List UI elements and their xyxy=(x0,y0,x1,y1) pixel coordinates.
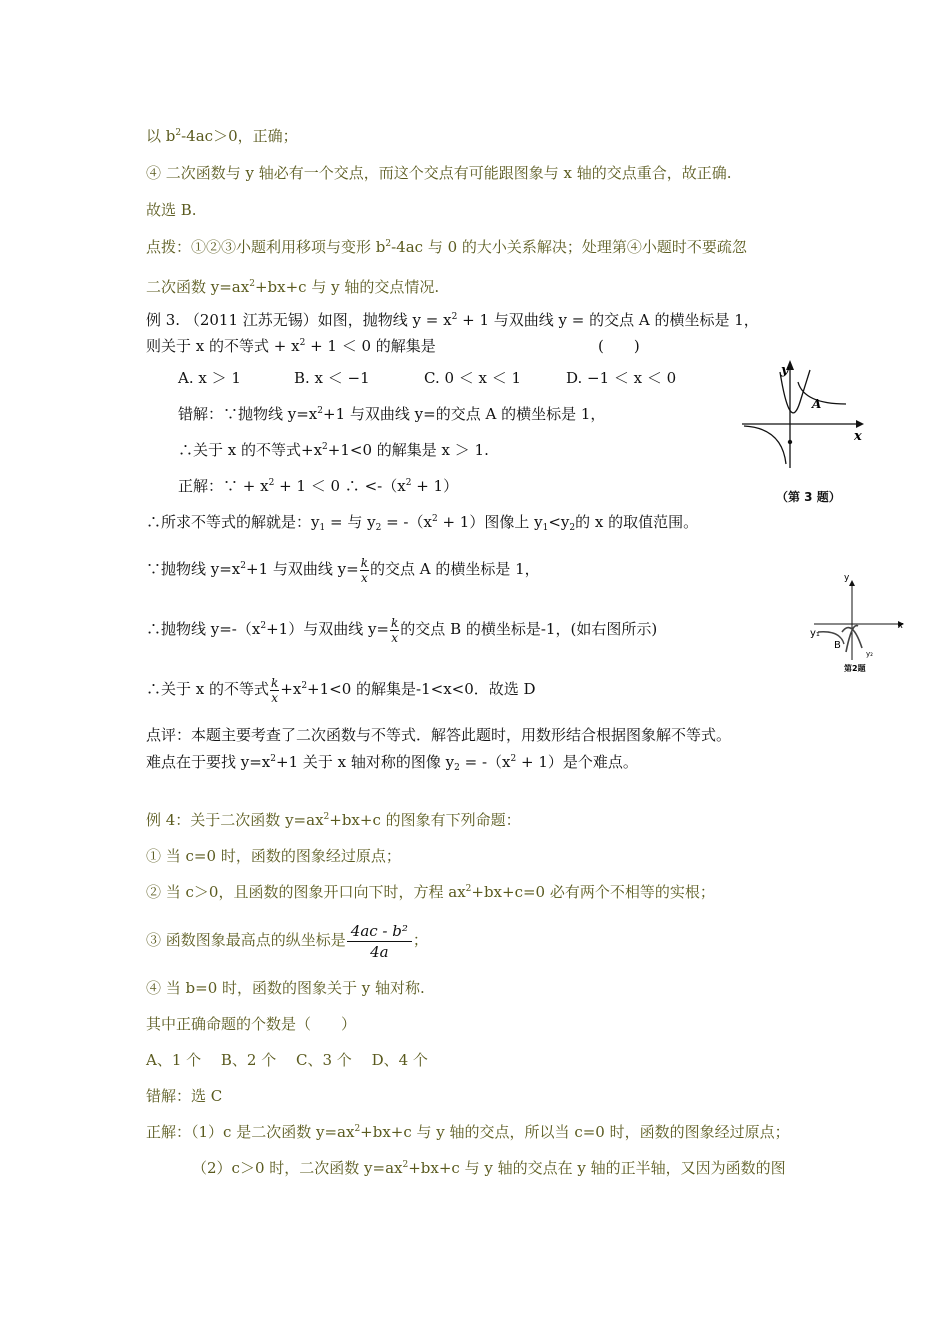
options-line: A、1 个 B、2 个 C、3 个 D、4 个 xyxy=(146,1051,428,1069)
text-line: 故选 B. xyxy=(146,201,197,219)
text-line: ∴所求不等式的解就是：$y_1$ = 与 $y_2 = -(x^2 + 1)$图像上 $y_1<y_2$的 x 的取值范围。 xyxy=(146,513,699,533)
text-line: 以 $b^2-4ac>0$，正确； xyxy=(146,127,298,145)
text-line: ③ 函数图象最高点的纵坐标是 $\frac{\text{4ac - b²}}{4a}$ ； xyxy=(146,921,428,961)
y2-label: y₂ xyxy=(866,650,873,658)
text-line: （2）c＞0 时，二次函数 $y=ax^2+bx+c$ 与 y 轴的交点在 y 轴的正半轴，又因为函数的图 xyxy=(192,1159,786,1177)
example-3-title: 例 3. （2011 江苏无锡）如图，抛物线 $y = x^2 + 1$ 与双曲线 y = 的交点 A 的横坐标是 1， xyxy=(146,311,759,329)
text-line: ④ 当 b=0 时，函数的图象关于 y 轴对称. xyxy=(146,979,425,997)
text-line: ① 当 c=0 时，函数的图象经过原点； xyxy=(146,847,401,865)
graph-figure-3 xyxy=(738,356,868,476)
text-line: 正解：∵ + $x^2 + 1 < 0$ ∴ $<-(x^2 + 1)$ xyxy=(178,477,459,495)
answer-blank: ( ) xyxy=(598,337,640,355)
text-line: 点评：本题主要考查了二次函数与不等式．解答此题时，用数形结合根据图象解不等式。 xyxy=(146,726,732,744)
figure-3 xyxy=(738,356,868,506)
y-axis-label: y xyxy=(781,363,789,378)
text-line: 错解：选 C xyxy=(146,1087,223,1105)
text-line: ∴关于 x 的不等式$+x^2+1<0$ 的解集是 x ＞ 1. xyxy=(178,441,489,459)
text-line: ④ 二次函数与 y 轴必有一个交点，而这个交点有可能跟图象与 x 轴的交点重合，故正确. xyxy=(146,164,732,182)
figure-2 xyxy=(808,570,908,680)
text-line: ∴抛物线 $y=-(x^2+1)$与双曲线 y= $\frac{k}{x}$ 的交点 B 的横坐标是-1，(如右图所示) xyxy=(146,615,658,645)
option-c: C. 0 ＜ x ＜ 1 xyxy=(424,369,522,387)
y-axis-label: y xyxy=(844,573,850,583)
x-axis-label: x xyxy=(854,429,862,444)
text-line: ∵抛物线 $y=x^2+1$ 与双曲线 y= $\frac{k}{x}$ 的交点 A 的横坐标是 1， xyxy=(146,555,540,585)
text-line: 点拨：①②③小题利用移项与变形 $b^2-4ac$ 与 0 的大小关系解决；处理第④小题时不要疏忽 xyxy=(146,238,747,256)
option-d: D. −1 ＜ x ＜ 0 xyxy=(566,369,677,387)
text-line: 错解：∵抛物线 $y=x^2+1$ 与双曲线 y=的交点 A 的横坐标是 1， xyxy=(178,405,606,423)
text-line: 正解：（1）c 是二次函数 $y=ax^2+bx+c$ 与 y 轴的交点，所以当 c=0 时，函数的图象经过原点； xyxy=(146,1123,790,1141)
text-line: 其中正确命题的个数是（ ） xyxy=(146,1015,357,1033)
option-a: A. x ＞ 1 xyxy=(178,369,241,387)
figure-3-caption: （第 3 题） xyxy=(776,490,841,504)
example-4-title: 例 4：关于二次函数 $y=ax^2+bx+c$ 的图象有下列命题： xyxy=(146,811,521,829)
option-b: B. x ＜ −1 xyxy=(294,369,370,387)
text-line: 则关于 x 的不等式 + $x^2 + 1 < 0$ 的解集是 xyxy=(146,337,436,355)
fraction-k-over-x: $\frac{k}{x}$ xyxy=(360,555,368,585)
y1-label: y₁ xyxy=(810,628,820,639)
graph-figure-2 xyxy=(808,570,908,680)
fraction-k-over-x: $\frac{k}{x}$ xyxy=(391,615,399,645)
text-line: ② 当 c＞0，且函数的图象开口向下时，方程 $ax^2+bx+c=0$ 必有两个不相等的实根； xyxy=(146,883,715,901)
text-line: ∴关于 x 的不等式 $\frac{k}{x}$ $+x^2+1<0$ 的解集是-1<x<0．故选 D xyxy=(146,675,536,705)
fraction-k-over-x: $\frac{k}{x}$ xyxy=(271,675,279,705)
text-line: 二次函数 $y=ax^2+bx+c$ 与 y 轴的交点情况. xyxy=(146,278,440,296)
x-axis-label: x xyxy=(898,621,904,631)
point-a-label: A xyxy=(812,397,822,411)
text-line: 难点在于要找 $y=x^2+1$ 关于 x 轴对称的图像 $y_2 = -(x^2 + 1)$是个难点。 xyxy=(146,753,638,773)
figure-2-caption: 第2题 xyxy=(844,664,866,673)
point-b-label: B xyxy=(834,640,841,651)
vertex-fraction: $\frac{\text{4ac - b²}}{4a}$ xyxy=(347,921,412,962)
